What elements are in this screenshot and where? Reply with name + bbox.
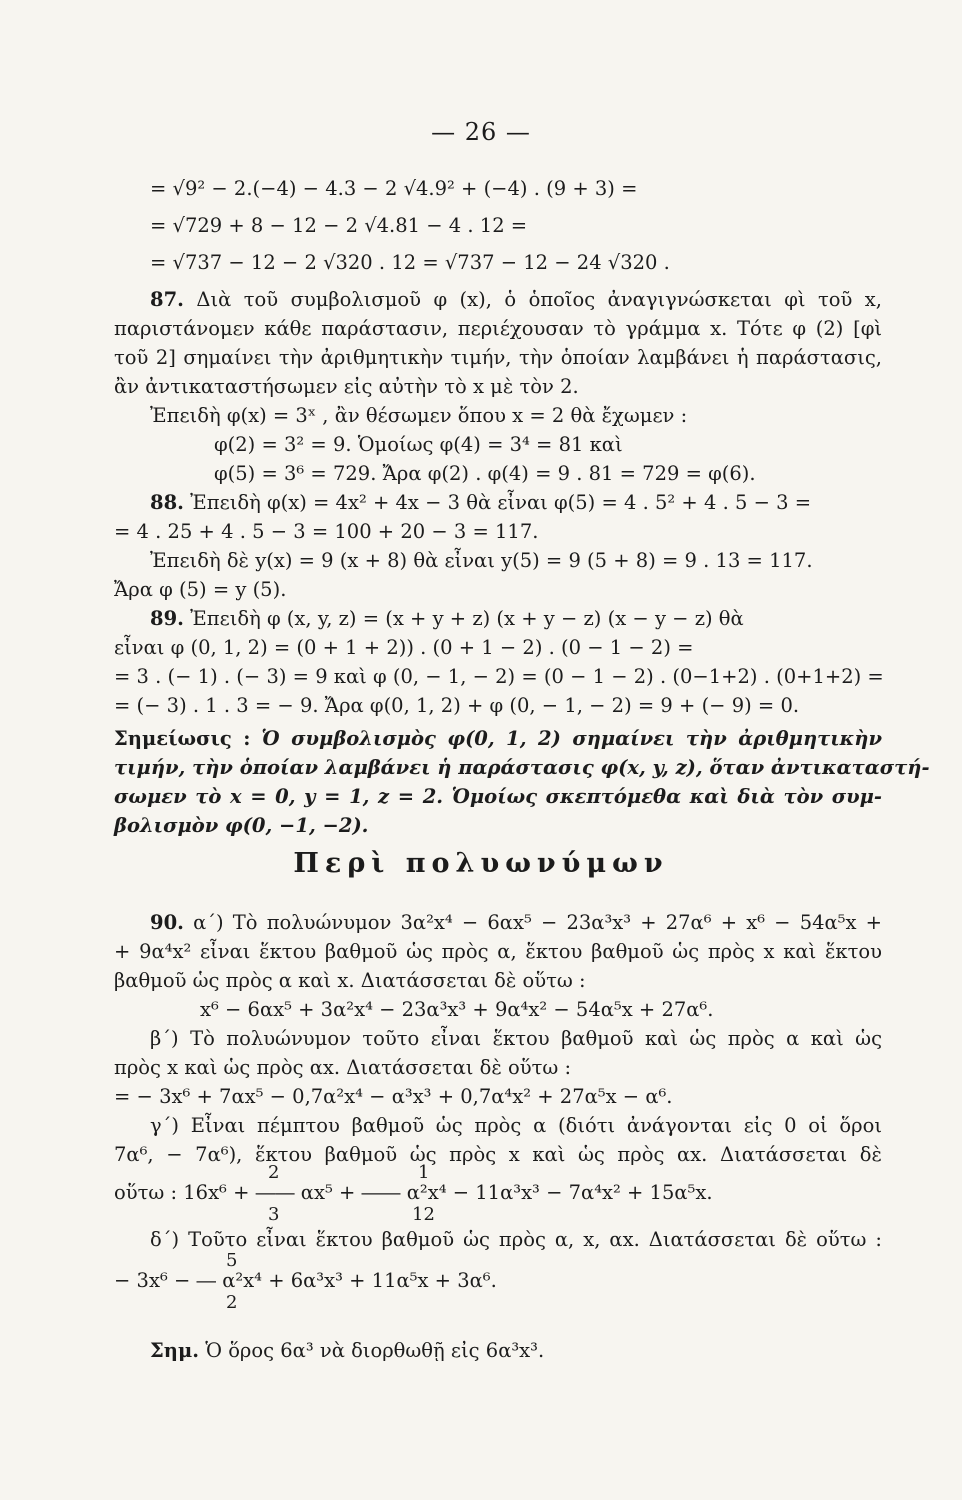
- item-number: 89.: [150, 607, 184, 630]
- text-line: = √729 + 8 − 12 − 2 √4.81 − 4 . 12 =: [150, 214, 528, 237]
- item-number: 90.: [150, 911, 184, 934]
- paragraph-87-line: 87. Διὰ τοῦ συμβολισμοῦ φ (x), ὁ ὁποῖος ἀναγιγνώσκεται φὶ τοῦ x,: [150, 288, 882, 311]
- text-line: γ΄) Εἶναι πέμπτου βαθμοῦ ὡς πρὸς α (διότι ἀνάγονται εἰς 0 οἱ ὅροι: [150, 1114, 882, 1137]
- fraction-numerator: 1: [418, 1162, 430, 1183]
- fraction-numerator: 5: [226, 1250, 238, 1271]
- paragraph-89-line: 89. Ἐπειδὴ φ (x, y, z) = (x + y + z) (x + y − z) (x − y − z) θὰ: [150, 607, 744, 630]
- text-line: 7α⁶, − 7α⁶), ἕκτου βαθμοῦ ὡς πρὸς x καὶ ὡς πρὸς αx. Διατάσσεται δὲ: [114, 1143, 882, 1166]
- note-line: Σημείωσις : Ὁ συμβολισμὸς φ(0, 1, 2) σημαίνει τὴν ἀριθμητικὴν: [114, 727, 883, 750]
- item-number: 87.: [150, 288, 184, 311]
- text-line: ἂν ἀντικαταστήσωμεν εἰς αὐτὴν τὸ x μὲ τὸν 2.: [114, 375, 579, 398]
- paragraph-90-line: 90. α΄) Τὸ πολυώνυμον 3α²x⁴ − 6αx⁵ − 23α³x³ + 27α⁶ + x⁶ − 54α⁵x +: [150, 911, 882, 934]
- text-line: = √9² − 2.(−4) − 4.3 − 2 √4.9² + (−4) . (9 + 3) =: [150, 177, 638, 200]
- page-number: — 26 —: [431, 118, 531, 146]
- paragraph-88-line: 88. Ἐπειδὴ φ(x) = 4x² + 4x − 3 θὰ εἶναι φ(5) = 4 . 5² + 4 . 5 − 3 =: [150, 491, 812, 514]
- item-number: 88.: [150, 491, 184, 514]
- text-line: παριστάνομεν κάθε παράστασιν, περιέχουσαν τὸ γράμμα x. Τότε φ (2) [φὶ: [114, 317, 882, 340]
- text-line: β΄) Τὸ πολυώνυμον τοῦτο εἶναι ἕκτου βαθμοῦ καὶ ὡς πρὸς α καὶ ὡς: [150, 1027, 882, 1050]
- fraction-denominator: 3: [268, 1204, 280, 1225]
- note-label: Σημείωσις :: [114, 727, 251, 750]
- text-line: + 9α⁴x² εἶναι ἕκτου βαθμοῦ ὡς πρὸς α, ἕκτου βαθμοῦ ὡς πρὸς x καὶ ἕκτου: [114, 940, 882, 963]
- note-line: βολισμὸν φ(0, −1, −2).: [114, 814, 369, 837]
- text-line: x⁶ − 6αx⁵ + 3α²x⁴ − 23α³x³ + 9α⁴x² − 54α⁵x + 27α⁶.: [200, 998, 714, 1021]
- text-line: Ἐπειδὴ δὲ y(x) = 9 (x + 8) θὰ εἶναι y(5) = 9 (5 + 8) = 9 . 13 = 117.: [150, 549, 813, 572]
- text-line: = − 3x⁶ + 7αx⁵ − 0,7α²x⁴ − α³x³ + 0,7α⁴x² + 27α⁵x − α⁶.: [114, 1085, 673, 1108]
- text-line: = 4 . 25 + 4 . 5 − 3 = 100 + 20 − 3 = 117.: [114, 520, 539, 543]
- text-line: φ(2) = 3² = 9. Ὁμοίως φ(4) = 3⁴ = 81 καὶ: [214, 433, 623, 456]
- text-line: εἶναι φ (0, 1, 2) = (0 + 1 + 2)) . (0 + 1 − 2) . (0 − 1 − 2) =: [114, 636, 694, 659]
- fraction-denominator: 2: [226, 1292, 238, 1313]
- text-line: Ἄρα φ (5) = y (5).: [114, 578, 287, 601]
- text-line: = 3 . (− 1) . (− 3) = 9 καὶ φ (0, − 1, − 2) = (0 − 1 − 2) . (0−1+2) . (0+1+2) =: [114, 665, 884, 688]
- text-line: πρὸς x καὶ ὡς πρὸς αx. Διατάσσεται δὲ οὕτω :: [114, 1056, 572, 1079]
- text-line: − 3x⁶ − ― α²x⁴ + 6α³x³ + 11α⁵x + 3α⁶.: [114, 1269, 497, 1292]
- section-title: Περὶ πολυωνύμων: [293, 848, 669, 879]
- fraction-denominator: 12: [412, 1204, 435, 1225]
- text-line: φ(5) = 3⁶ = 729. Ἄρα φ(2) . φ(4) = 9 . 81 = 729 = φ(6).: [214, 462, 756, 485]
- text-line: = (− 3) . 1 . 3 = − 9. Ἄρα φ(0, 1, 2) + φ (0, − 1, − 2) = 9 + (− 9) = 0.: [114, 694, 800, 717]
- fraction-numerator: 2: [268, 1162, 280, 1183]
- text-line: οὕτω : 16x⁶ + ―― αx⁵ + ―― α²x⁴ − 11α³x³ − 7α⁴x² + 15α⁵x.: [114, 1181, 713, 1204]
- footnote-line: Σημ. Ὁ ὅρος 6α³ νὰ διορθωθῇ εἰς 6α³x³.: [150, 1339, 545, 1362]
- note-line: τιμήν, τὴν ὁποίαν λαμβάνει ἡ παράστασις φ(x, y, z), ὅταν ἀντικαταστή-: [114, 756, 930, 779]
- text-line: τοῦ 2] σημαίνει τὴν ἀριθμητικὴν τιμήν, τὴν ὁποίαν λαμβάνει ἡ παράστασις,: [114, 346, 882, 369]
- text-line: βαθμοῦ ὡς πρὸς α καὶ x. Διατάσσεται δὲ οὕτω :: [114, 969, 586, 992]
- text-line: δ΄) Τοῦτο εἶναι ἕκτου βαθμοῦ ὡς πρὸς α, x, αx. Διατάσσεται δὲ οὕτω :: [150, 1228, 882, 1251]
- footnote-label: Σημ.: [150, 1339, 200, 1362]
- text-line: = √737 − 12 − 2 √320 . 12 = √737 − 12 − 24 √320 .: [150, 251, 670, 274]
- text-line: Ἐπειδὴ φ(x) = 3ˣ , ἂν θέσωμεν ὅπου x = 2 θὰ ἔχωμεν :: [150, 404, 688, 427]
- note-line: σωμεν τὸ x = 0, y = 1, z = 2. Ὁμοίως σκεπτόμεθα καὶ διὰ τὸν συμ-: [114, 785, 882, 808]
